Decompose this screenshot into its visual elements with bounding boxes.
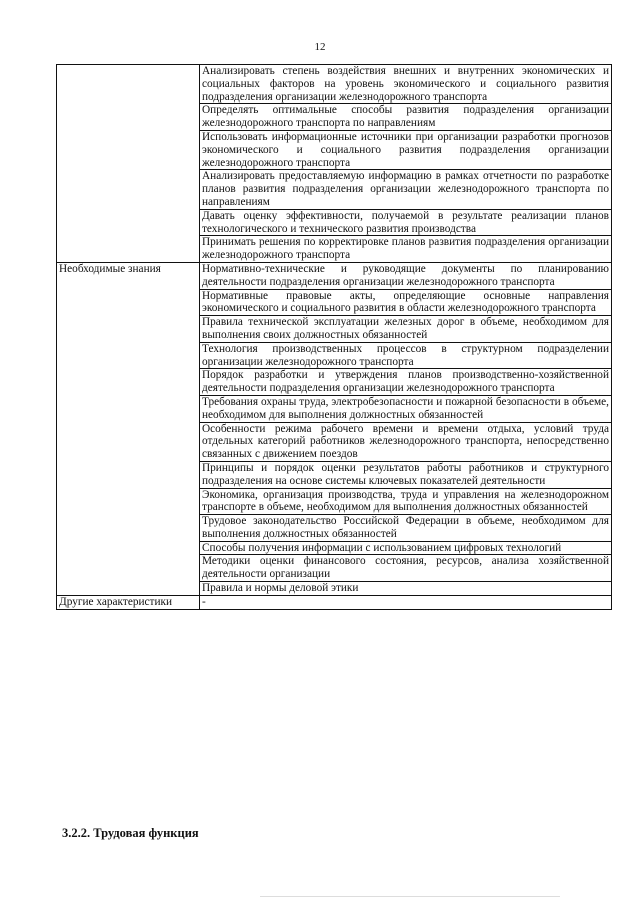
row-text: Требования охраны труда, электробезопасности и пожарной безопасности в объеме, необходимом для выполнения должностных обязанностей [200, 395, 612, 422]
row-label [57, 65, 200, 263]
page-number: 12 [314, 41, 326, 53]
row-text: Нормативные правовые акты, определяющие основные направления экономического и социального развития в области железнодорожного транспорта [200, 289, 612, 316]
row-text: Особенности режима рабочего времени и времени отдыха, условий труда отдельных категорий работников железнодорожного транспорта, непосредственно связанных с движением поездов [200, 422, 612, 461]
row-text: - [200, 595, 612, 609]
row-text: Использовать информационные источники при организации разработки прогнозов экономического и социального развития подразделения организации железнодорожного транспорта [200, 130, 612, 169]
requirements-table [56, 64, 612, 610]
row-text: Трудовое законодательство Российской Федерации в объеме, необходимом для выполнения должностных обязанностей [200, 515, 612, 542]
scan-edge-line [260, 896, 560, 897]
row-text: Давать оценку эффективности, получаемой в результате реализации планов технологического и технического развития производства [200, 209, 612, 236]
row-text: Методики оценки финансового состояния, ресурсов, анализа хозяйственной деятельности организации [200, 555, 612, 582]
row-text: Технология производственных процессов в структурном подразделении организации железнодорожного транспорта [200, 342, 612, 369]
section-heading: 3.2.2. Трудовая функция [62, 826, 199, 840]
row-text: Анализировать предоставляемую информацию в рамках отчетности по разработке планов развития подразделения организации железнодорожного транспорта по направлениям [200, 170, 612, 209]
row-text: Анализировать степень воздействия внешних и внутренних экономических и социальных факторов на уровень экономического и социального развития подразделения организации железнодорожного транспорта [200, 65, 612, 104]
table-row [57, 65, 612, 104]
table-row [57, 262, 612, 289]
row-text: Экономика, организация производства, труда и управления на железнодорожном транспорте в объеме, необходимом для выполнения должностных обязанностей [200, 488, 612, 515]
row-text: Определять оптимальные способы развития подразделения организации железнодорожного транспорта по направлениям [200, 104, 612, 131]
row-label: Другие характеристики [57, 595, 200, 609]
row-text: Правила и нормы деловой этики [200, 582, 612, 596]
row-text: Правила технической эксплуатации железных дорог в объеме, необходимом для выполнения своих должностных обязанностей [200, 316, 612, 343]
row-label: Необходимые знания [57, 262, 200, 595]
row-text: Принимать решения по корректировке планов развития подразделения организации железнодорожного транспорта [200, 236, 612, 263]
row-text: Принципы и порядок оценки результатов работы работников и структурного подразделения на основе системы ключевых показателей деятельности [200, 461, 612, 488]
row-text: Способы получения информации с использованием цифровых технологий [200, 541, 612, 555]
table-row [57, 595, 612, 609]
row-text: Порядок разработки и утверждения планов производственно-хозяйственной деятельности подразделения организации железнодорожного транспорта [200, 369, 612, 396]
row-text: Нормативно-технические и руководящие документы по планированию деятельности подразделения организации железнодорожного транспорта [200, 262, 612, 289]
